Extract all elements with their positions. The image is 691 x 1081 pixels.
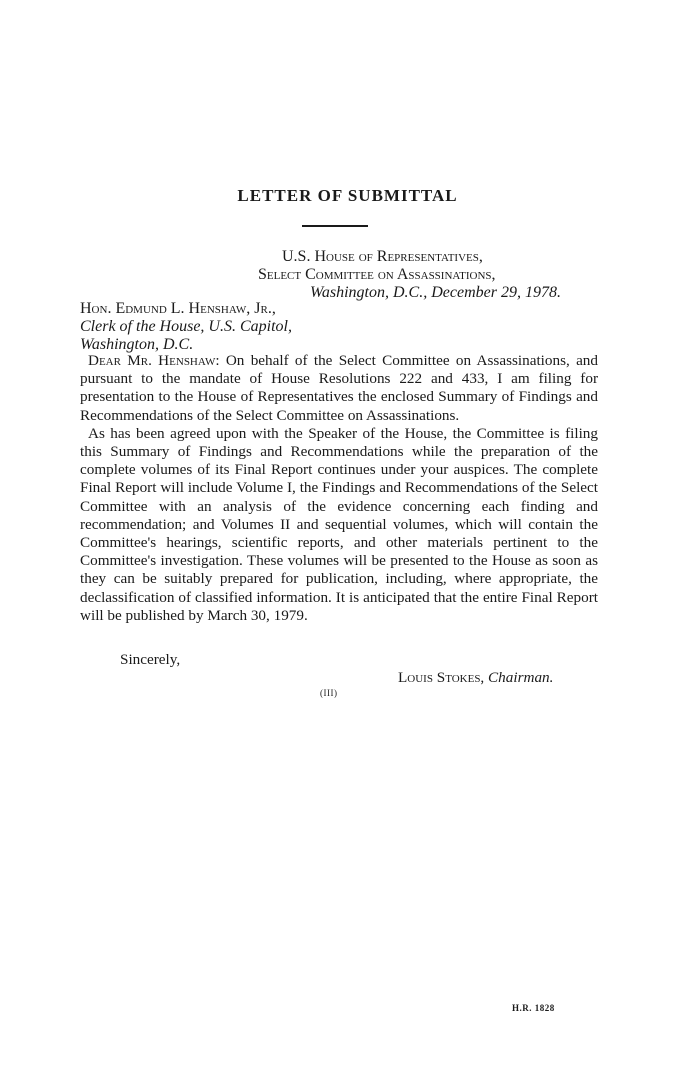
page-title: LETTER OF SUBMITTAL [237,186,458,205]
document-id: H.R. 1828 [512,1003,555,1013]
page-number: (III) [320,688,338,698]
addressee-title: Clerk of the House, U.S. Capitol, [80,318,292,335]
paragraph-1-text: On behalf of the Select Committee on Assassinations, and pursuant to the mandate of House Resolutions 222 and 433, I am filing for presentation to the House of Representatives the enclosed Summary of Findings and Recommendations of the Select Committee on Assassinations. [80,352,598,424]
paragraph-2: As has been agreed upon with the Speaker of the House, the Committee is filing this Summary of Findings and Recommendations while the preparation of the complete volumes of its Final Report continues under your auspices. The complete Final Report will include Volume I, the Findings and Recommendations of the Select Committee with an analysis of the evidence concerning each finding and recommendation; and Volumes II and sequential volumes, which will contain the Committee's hearings, scientific reports, and other materials pertinent to the Committee's investigation. These volumes will be presented to the House as soon as they can be suitably prepared for publication, including, where appropriate, the declassification of classified information. It is anticipated that the entire Final Report will be published by March 30, 1979. [80,424,598,624]
salutation: Dear Mr. Henshaw: [88,352,220,369]
closing: Sincerely, [120,651,181,668]
addressee-name: Hon. Edmund L. Henshaw, Jr., [80,300,276,317]
addressee-location: Washington, D.C. [80,336,194,353]
signature-name: Louis Stokes, [398,669,485,686]
letter-body [80,352,598,625]
header-house: U.S. House of Representatives, [282,248,483,265]
signature-role: Chairman. [488,669,554,686]
header-place-date: Washington, D.C., December 29, 1978. [310,284,561,301]
paragraph-1 [80,352,598,425]
signature [398,669,553,687]
title-rule [302,225,368,227]
header-committee: Select Committee on Assassinations, [258,266,496,283]
